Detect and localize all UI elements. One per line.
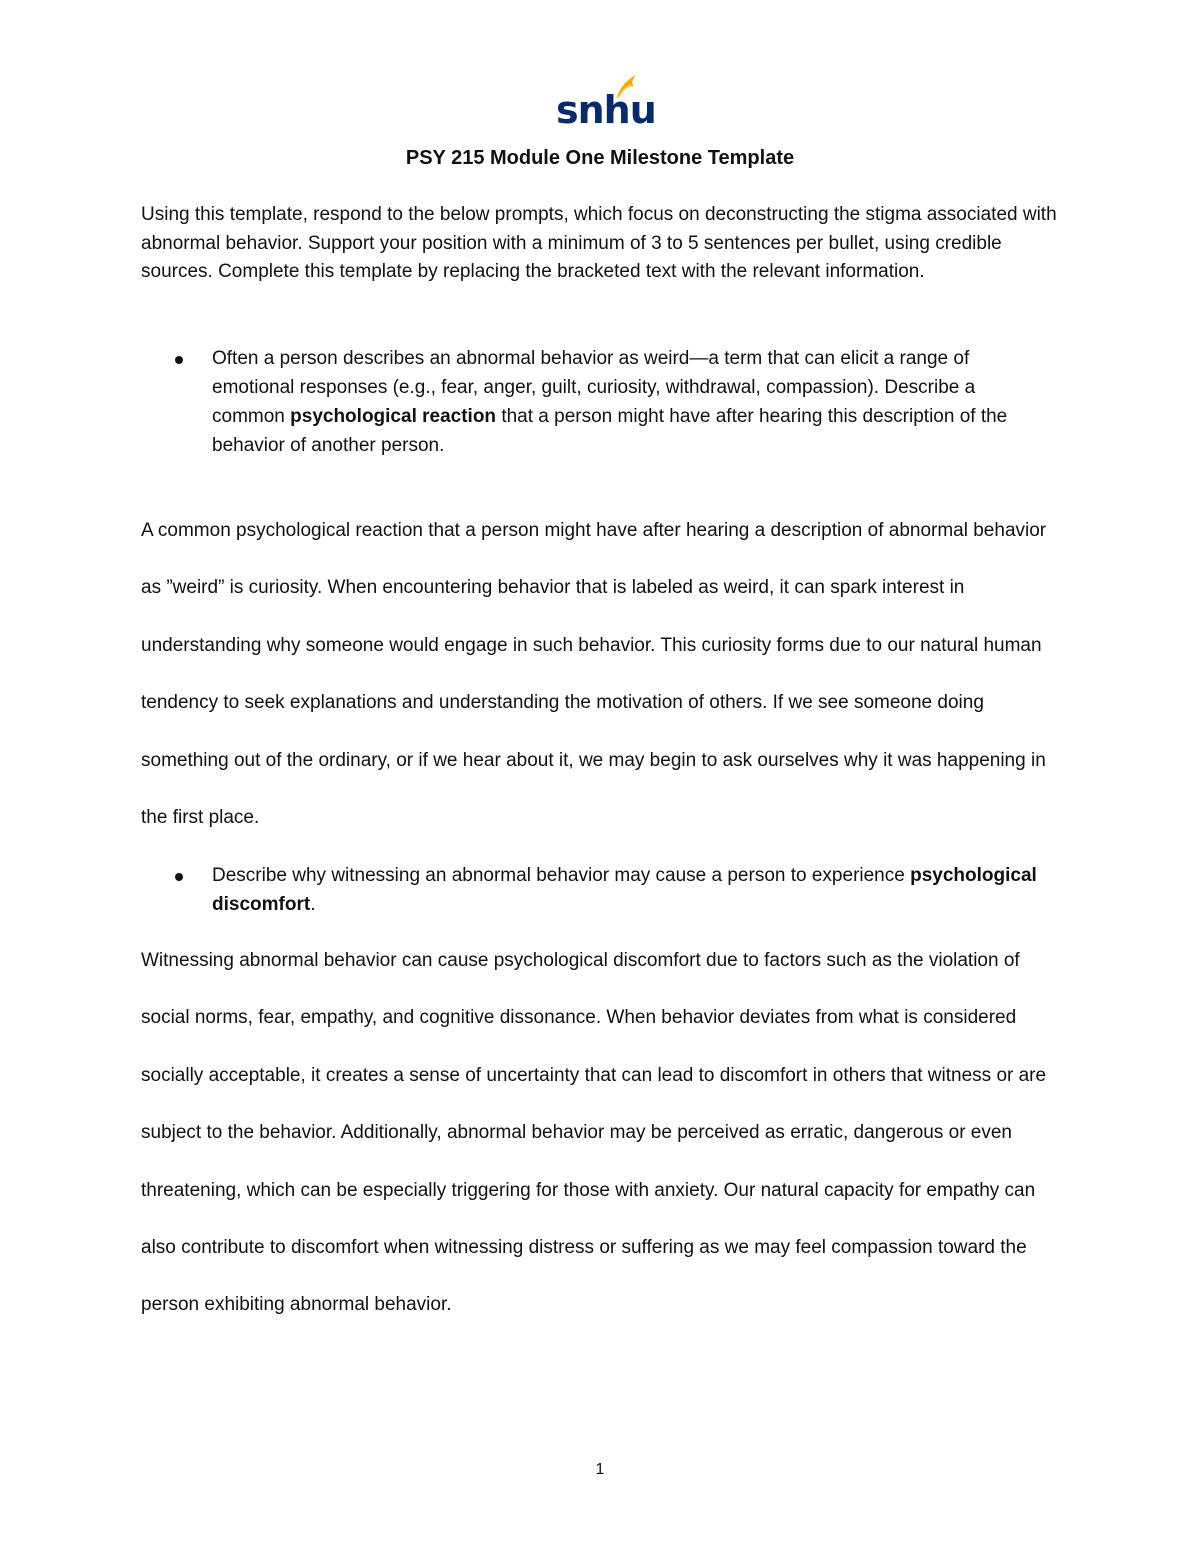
bullet-icon [175,356,183,364]
intro-paragraph: Using this template, respond to the below prompts, which focus on deconstructing the stigma associated with abnormal behavior. Support your position with a minimum of 3 to 5 sentences per bullet, using credible sources. Complete this template by replacing the bracketed text with the relevant information. [141,204,1057,283]
prompt-bullet [141,344,1061,460]
document-title: PSY 215 Module One Milestone Template [405,147,795,169]
response-paragraph: A common psychological reaction that a person might have after hearing a description of abnormal behavior as ”weird” is curiosity. When encountering behavior that is labeled as weird, it can spark interest in understanding why someone would engage in such behavior. This curiosity forms due to our natural human tendency to seek explanations and understanding the motivation of others. If we see someone doing something out of the ordinary, or if we hear about it, we may begin to ask ourselves why it was happening in the first place. [141,520,1047,829]
logo-wordmark: snhu [556,88,656,132]
prompt-text-part: . [310,894,316,915]
prompt-bullet [141,861,1061,919]
prompt-text [212,861,1052,919]
prompt-text-part: that a person might have after hearing this description of the behavior of another person. [212,406,1008,456]
response-paragraph: Witnessing abnormal behavior can cause psychological discomfort due to factors such as the violation of social norms, fear, empathy, and cognitive dissonance. When behavior deviates from what is considered socially acceptable, it creates a sense of uncertainty that can lead to discomfort in others that witness or are subject to the behavior. Additionally, abnormal behavior may be perceived as erratic, dangerous or even threatening, which can be especially triggering for those with anxiety. Our natural capacity for empathy can also contribute to discomfort when witnessing distress or suffering as we may feel compassion toward the person exhibiting abnormal behavior. [141,950,1047,1316]
prompt-text-part: Describe why witnessing an abnormal behavior may cause a person to experience [212,865,911,886]
page-number: 1 [595,1461,605,1478]
bullet-icon [175,873,183,881]
prompt-emphasis: psychological discomfort [212,865,1037,915]
snhu-logo [556,74,656,132]
flame-icon [614,74,638,100]
prompt-emphasis: psychological reaction [290,406,497,427]
prompt-text [212,344,1052,460]
prompt-text-part: Often a person describes an abnormal behavior as weird—a term that can elicit a range of emotional responses (e.g., fear, anger, guilt, curiosity, withdrawal, compassion). Describe a common [212,348,976,427]
